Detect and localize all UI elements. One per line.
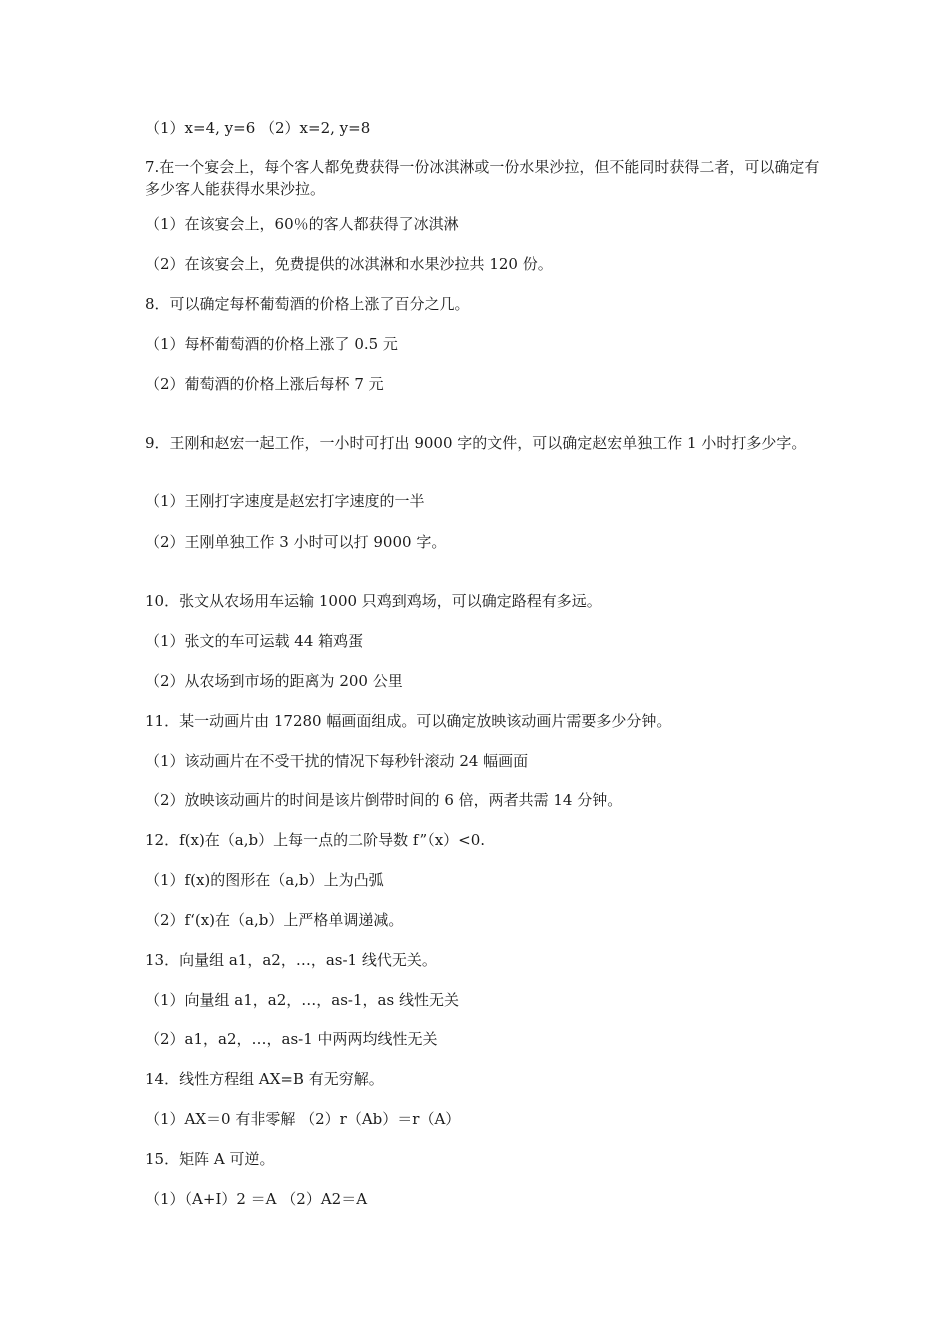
q11-question: 11．某一动画片由 17280 幅画面组成。可以确定放映该动画片需要多少分钟。 [145,712,672,730]
q13-condition-2: （2）a1，a2，…，as-1 中两两均线性无关 [145,1030,438,1048]
q12-condition-1: （1）f(x)的图形在（a,b）上为凸弧 [145,871,384,889]
q6-answer-options: （1）x=4, y=6 （2）x=2, y=8 [145,119,371,137]
q13-question: 13．向量组 a1，a2，…，as-1 线代无关。 [145,951,437,969]
q8-condition-1: （1）每杯葡萄酒的价格上涨了 0.5 元 [145,335,398,353]
q11-condition-1: （1）该动画片在不受干扰的情况下每秒针滚动 24 幅画面 [145,752,529,770]
q13-condition-1: （1）向量组 a1，a2，…，as-1，as 线性无关 [145,991,459,1009]
q10-condition-1: （1）张文的车可运载 44 箱鸡蛋 [145,632,364,650]
q12-question: 12．f(x)在（a,b）上每一点的二阶导数 f”（x）<0. [145,831,486,849]
q12-condition-2: （2）f‘(x)在（a,b）上严格单调递减。 [145,911,404,929]
q15-question: 15．矩阵 A 可逆。 [145,1150,275,1168]
q8-condition-2: （2）葡萄酒的价格上涨后每杯 7 元 [145,375,384,393]
q9-condition-2: （2）王刚单独工作 3 小时可以打 9000 字。 [145,533,447,551]
q7-condition-1: （1）在该宴会上，60％的客人都获得了冰淇淋 [145,215,459,233]
q7-question: 7.在一个宴会上，每个客人都免费获得一份冰淇淋或一份水果沙拉，但不能同时获得二者，可以确定有多少客人能获得水果沙拉。 [145,158,820,198]
q14-conditions: （1）AX＝0 有非零解 （2）r（Ab）＝r（A） [145,1110,461,1128]
q7-condition-2: （2）在该宴会上，免费提供的冰淇淋和水果沙拉共 120 份。 [145,255,553,273]
q10-question: 10．张文从农场用车运输 1000 只鸡到鸡场，可以确定路程有多远。 [145,592,602,610]
q8-question: 8．可以确定每杯葡萄酒的价格上涨了百分之几。 [145,295,470,313]
q11-condition-2: （2）放映该动画片的时间是该片倒带时间的 6 倍，两者共需 14 分钟。 [145,791,623,809]
q9-question: 9．王刚和赵宏一起工作，一小时可打出 9000 字的文件，可以确定赵宏单独工作 1 小时打多少字。 [145,434,807,452]
q10-condition-2: （2）从农场到市场的距离为 200 公里 [145,672,403,690]
q15-conditions: （1）（A+I）2 ＝A （2）A2＝A [145,1190,368,1208]
q9-condition-1: （1）王刚打字速度是赵宏打字速度的一半 [145,492,425,510]
q14-question: 14．线性方程组 AX=B 有无穷解。 [145,1070,384,1088]
